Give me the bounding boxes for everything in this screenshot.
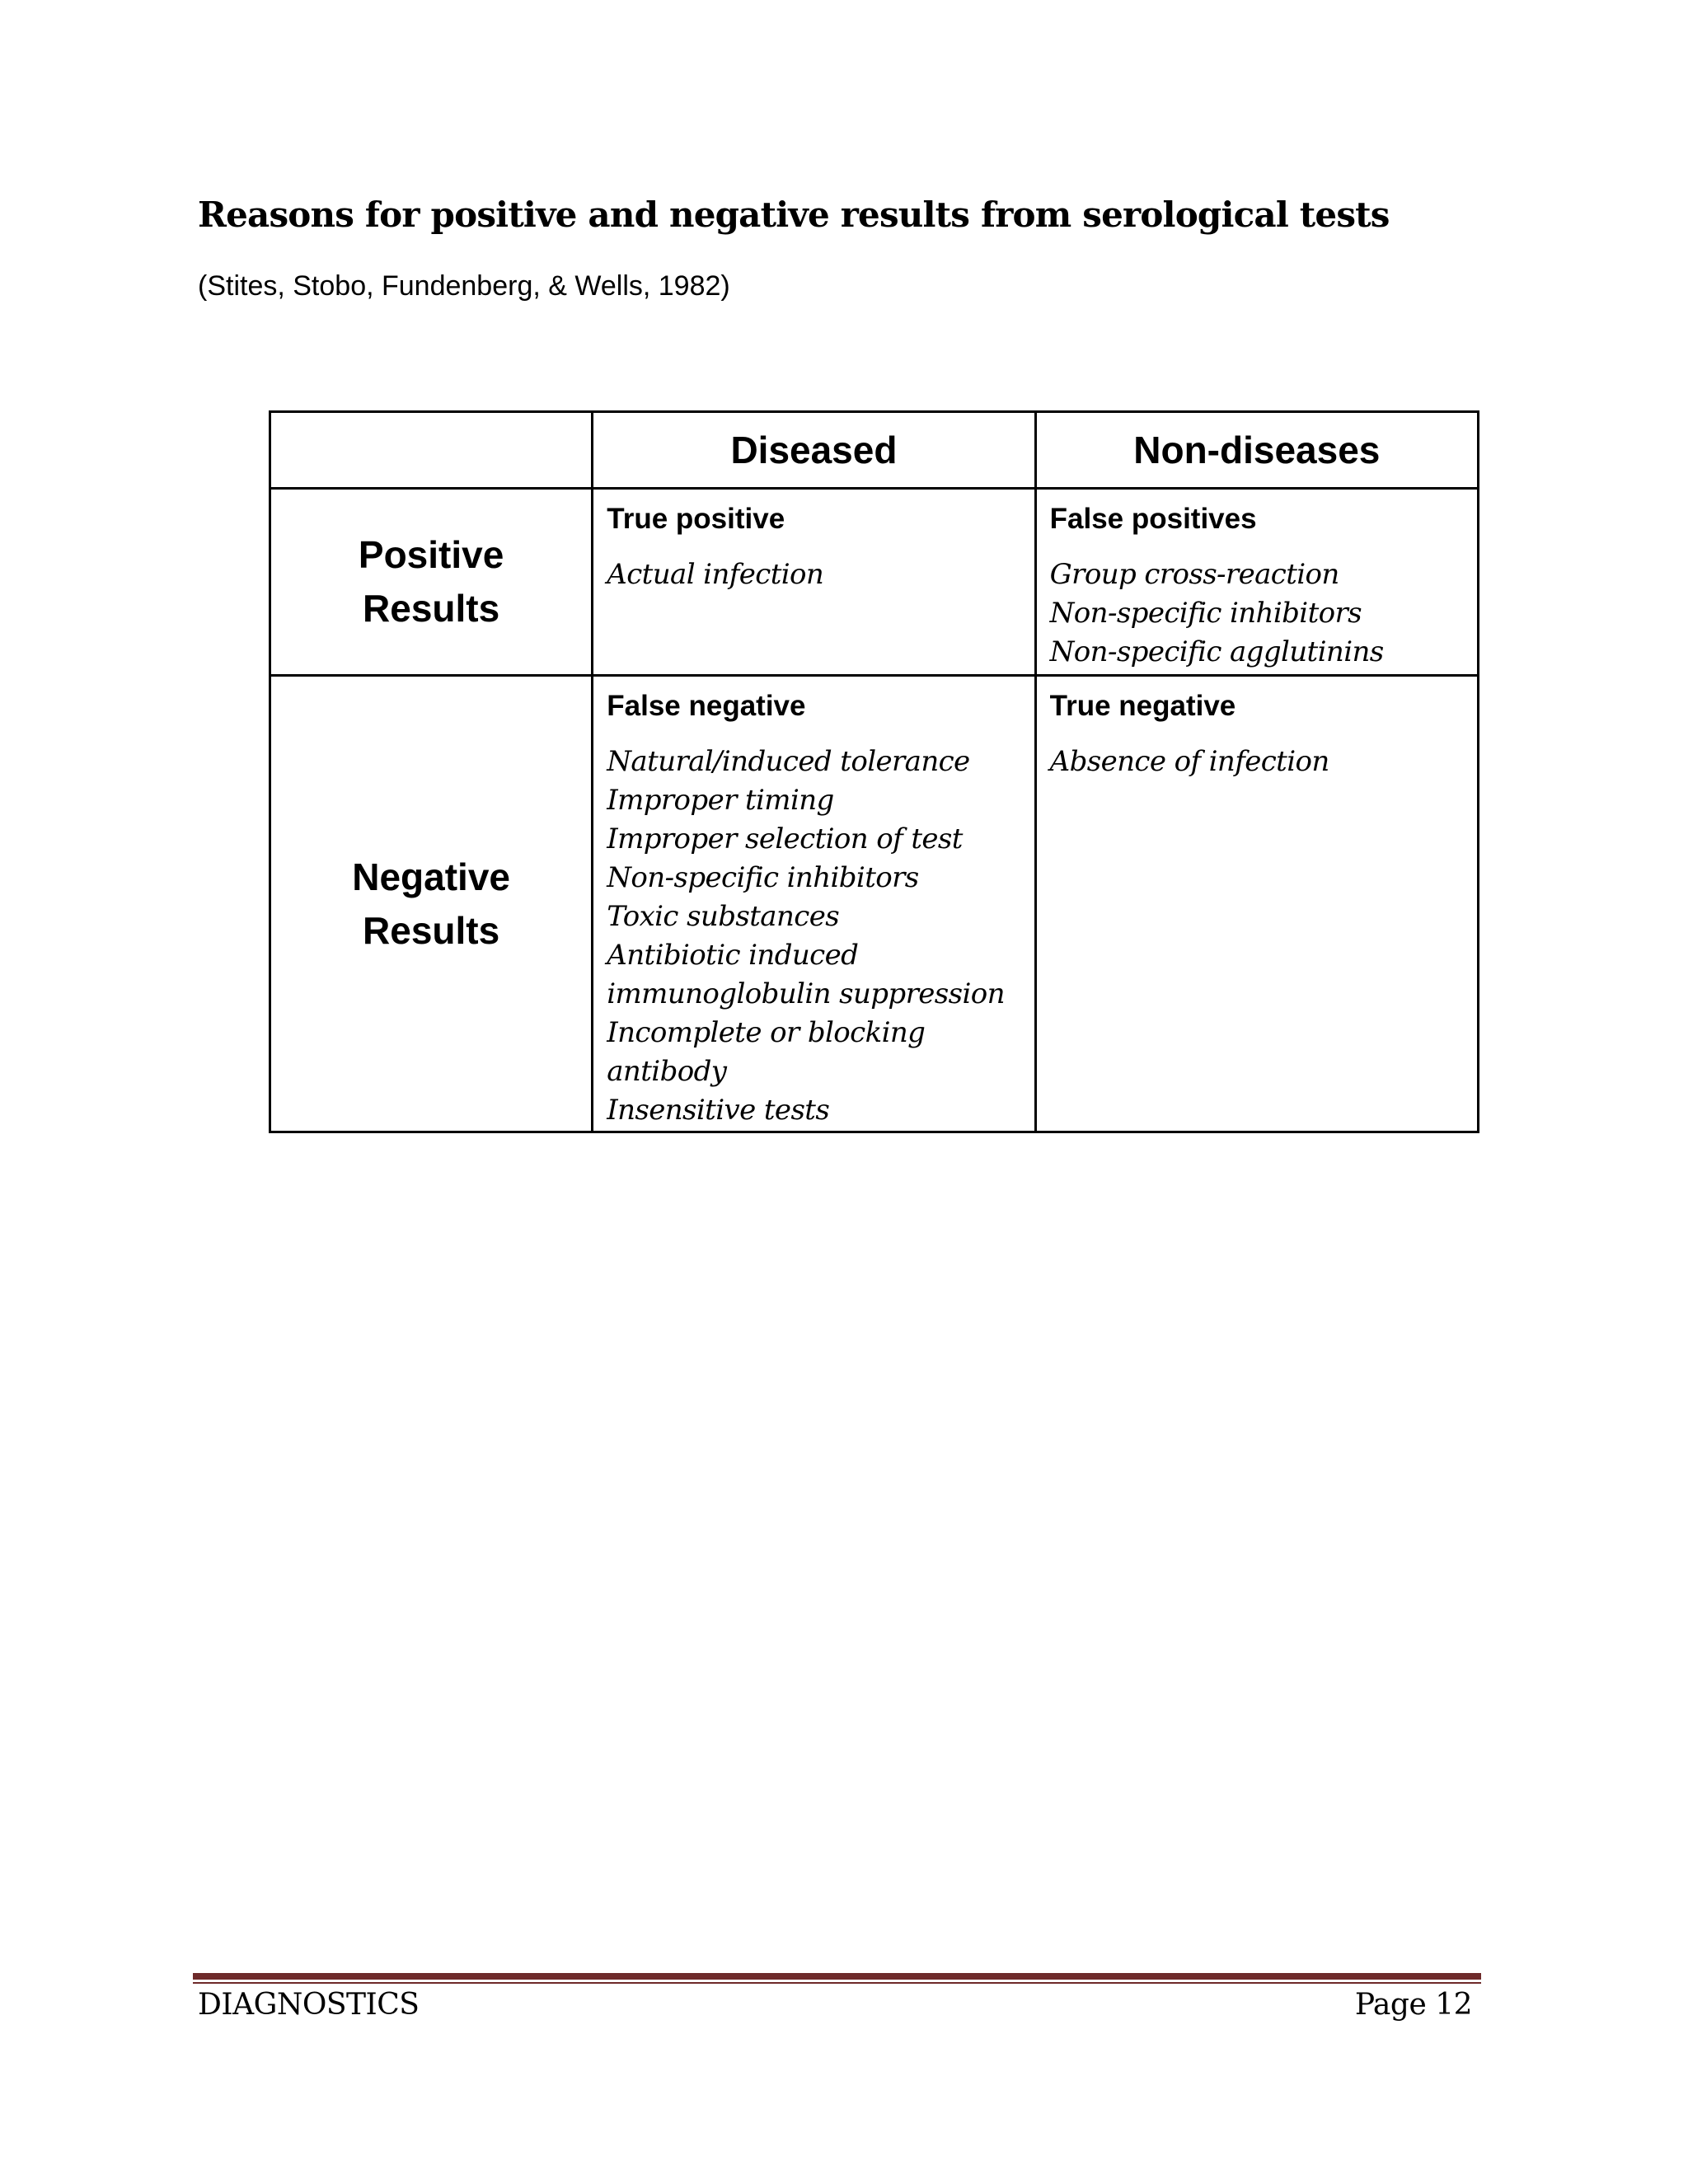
cell-title: False positives xyxy=(1049,503,1257,535)
footer-rule xyxy=(193,1973,1481,1980)
list-item: Incomplete or blocking antibody xyxy=(607,1016,926,1088)
row-label-negative: Negative Results xyxy=(352,855,510,952)
cell-items xyxy=(1050,743,1464,781)
cell-title: False negative xyxy=(607,690,806,722)
list-item: Absence of infection xyxy=(1049,745,1329,778)
list-item: Improper timing xyxy=(607,784,834,817)
list-item: Actual infection xyxy=(607,558,824,591)
cell-title: True positive xyxy=(607,503,785,535)
cell-false-negative xyxy=(593,676,1035,1132)
list-item: Toxic substances xyxy=(607,900,840,933)
table-header-row xyxy=(270,412,1479,489)
list-item: Insensitive tests xyxy=(607,1094,830,1127)
cell-false-positives xyxy=(1035,489,1478,676)
cell-items xyxy=(607,555,1020,594)
column-header-non-diseases: Non-diseases xyxy=(1035,412,1478,489)
footer-rule-thin xyxy=(193,1982,1481,1984)
cell-items xyxy=(607,743,1020,1130)
list-item: Group cross-reaction xyxy=(1049,558,1339,591)
list-item: Natural/induced tolerance xyxy=(607,745,970,778)
table-row-positive xyxy=(270,489,1479,676)
citation: (Stites, Stobo, Fundenberg, & Wells, 1982) xyxy=(198,270,730,302)
results-table xyxy=(269,410,1479,1133)
cell-items xyxy=(1050,555,1464,672)
row-header-positive xyxy=(270,489,593,676)
footer-section-label: DIAGNOSTICS xyxy=(198,1988,420,2022)
page-title: Reasons for positive and negative results from serological tests xyxy=(198,194,1390,235)
list-item: Non-specific inhibitors xyxy=(607,861,919,894)
row-label-positive: Positive Results xyxy=(358,533,504,630)
cell-true-negative xyxy=(1035,676,1478,1132)
list-item: Non-specific agglutinins xyxy=(1049,635,1384,668)
page-number: Page 12 xyxy=(1354,1988,1472,2022)
corner-cell xyxy=(270,412,593,489)
table-row-negative xyxy=(270,676,1479,1132)
list-item: Non-specific inhibitors xyxy=(1049,597,1362,630)
cell-title: True negative xyxy=(1049,690,1236,722)
cell-true-positive xyxy=(593,489,1035,676)
list-item: Antibiotic induced immunoglobulin suppression xyxy=(607,939,1005,1010)
row-header-negative xyxy=(270,676,593,1132)
list-item: Improper selection of test xyxy=(607,823,963,855)
column-header-diseased: Diseased xyxy=(593,412,1035,489)
